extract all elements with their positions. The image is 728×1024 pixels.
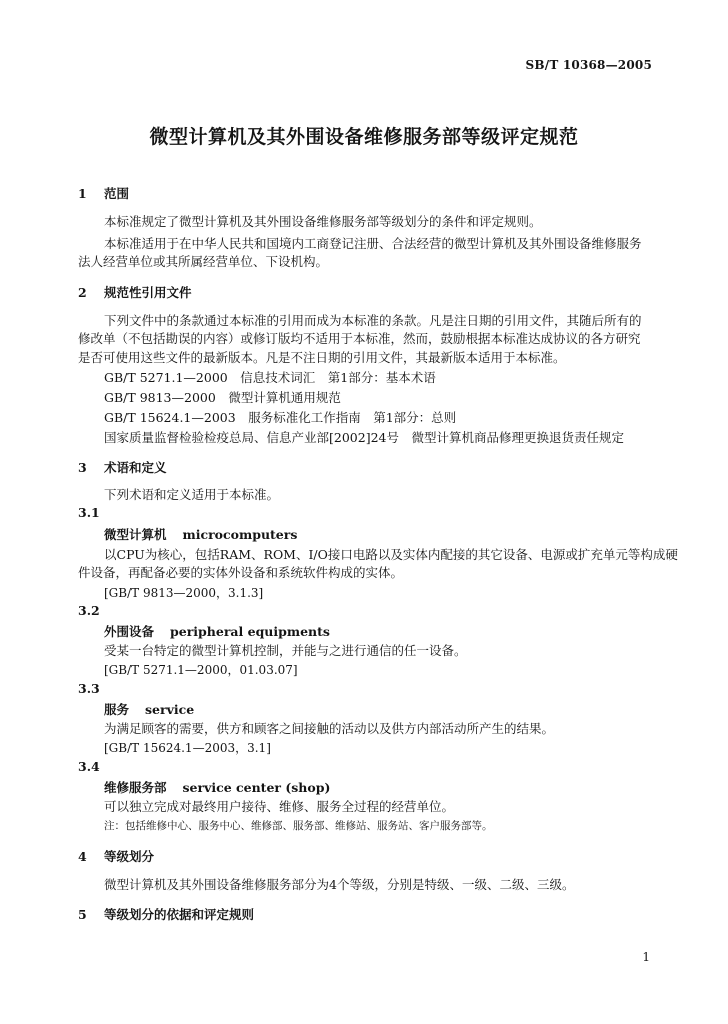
section-4-heading [78, 847, 154, 865]
section-title: 等级划分的依据和评定规则 [104, 907, 255, 922]
section-number: 1 [78, 186, 87, 201]
term-chinese: 维修服务部 [104, 780, 167, 795]
paragraph: 本标准适用于在中华人民共和国境内工商登记注册、合法经营的微型计算机及其外围设备维修服务 [104, 236, 642, 251]
term-definition: 为满足顾客的需要，供方和顾客之间接触的活动以及供方内部活动所产生的结果。 [104, 721, 555, 736]
section-title: 术语和定义 [104, 460, 167, 475]
term-reference: [GB/T 9813—2000，3.1.3] [104, 586, 264, 600]
term-number: 3.2 [78, 603, 100, 618]
section-5-heading [78, 905, 254, 923]
paragraph: 下列术语和定义适用于本标准。 [104, 487, 280, 502]
page-number: 1 [642, 950, 650, 964]
reference-item: 国家质量监督检验检疫总局、信息产业部[2002]24号 微型计算机商品修理更换退货责任规定 [104, 430, 624, 445]
section-number: 5 [78, 907, 87, 922]
term-heading [104, 700, 194, 718]
section-number: 2 [78, 285, 87, 300]
paragraph: 是否可使用这些文件的最新版本。凡是不注日期的引用文件，其最新版本适用于本标准。 [78, 350, 566, 365]
term-definition: 件设备，再配备必要的实体外设备和系统软件构成的实体。 [78, 565, 404, 580]
term-chinese: 服务 [104, 702, 130, 717]
term-english: microcomputers [182, 527, 298, 542]
term-heading [104, 622, 330, 640]
term-number: 3.1 [78, 505, 100, 520]
paragraph: 修改单（不包括勘误的内容）或修订版均不适用于本标准，然而，鼓励根据本标准达成协议的各方研究 [78, 331, 641, 346]
section-1-heading [78, 184, 129, 202]
term-definition: 可以独立完成对最终用户接待、维修、服务全过程的经营单位。 [104, 799, 455, 814]
section-number: 4 [78, 849, 87, 864]
paragraph: 本标准规定了微型计算机及其外围设备维修服务部等级划分的条件和评定规则。 [104, 214, 542, 229]
reference-item: GB/T 5271.1—2000 信息技术词汇 第1部分：基本术语 [104, 370, 436, 385]
section-2-heading [78, 283, 192, 301]
section-3-heading [78, 458, 167, 476]
term-chinese: 外围设备 [104, 624, 155, 639]
section-title: 等级划分 [104, 849, 155, 864]
term-english: service center (shop) [182, 780, 331, 795]
paragraph: 法人经营单位或其所属经营单位、下设机构。 [78, 254, 329, 269]
term-definition: 以CPU为核心，包括RAM、ROM、I/O接口电路以及实体内配接的其它设备、电源或扩充单元等构成硬 [104, 547, 678, 562]
reference-item: GB/T 9813—2000 微型计算机通用规范 [104, 390, 341, 405]
term-heading [104, 778, 330, 796]
term-note: 注：包括维修中心、服务中心、维修部、服务部、维修站、服务站、客户服务部等。 [104, 820, 493, 832]
term-number: 3.4 [78, 759, 100, 774]
term-definition: 受某一台特定的微型计算机控制，并能与之进行通信的任一设备。 [104, 643, 467, 658]
paragraph: 下列文件中的条款通过本标准的引用而成为本标准的条款。凡是注日期的引用文件，其随后所有的 [104, 313, 642, 328]
section-title: 范围 [104, 186, 130, 201]
term-english: service [145, 702, 195, 717]
term-chinese: 微型计算机 [104, 527, 167, 542]
term-number: 3.3 [78, 681, 100, 696]
term-heading [104, 525, 297, 543]
paragraph: 微型计算机及其外围设备维修服务部分为4个等级，分别是特级、一级、二级、三级。 [104, 877, 575, 892]
term-reference: [GB/T 5271.1—2000，01.03.07] [104, 663, 298, 677]
standard-code: SB/T 10368—2005 [525, 58, 652, 72]
section-number: 3 [78, 460, 87, 475]
reference-item: GB/T 15624.1—2003 服务标准化工作指南 第1部分：总则 [104, 410, 457, 425]
term-english: peripheral equipments [170, 624, 330, 639]
section-title: 规范性引用文件 [104, 285, 192, 300]
document-title: 微型计算机及其外围设备维修服务部等级评定规范 [149, 126, 579, 148]
term-reference: [GB/T 15624.1—2003，3.1] [104, 741, 271, 755]
